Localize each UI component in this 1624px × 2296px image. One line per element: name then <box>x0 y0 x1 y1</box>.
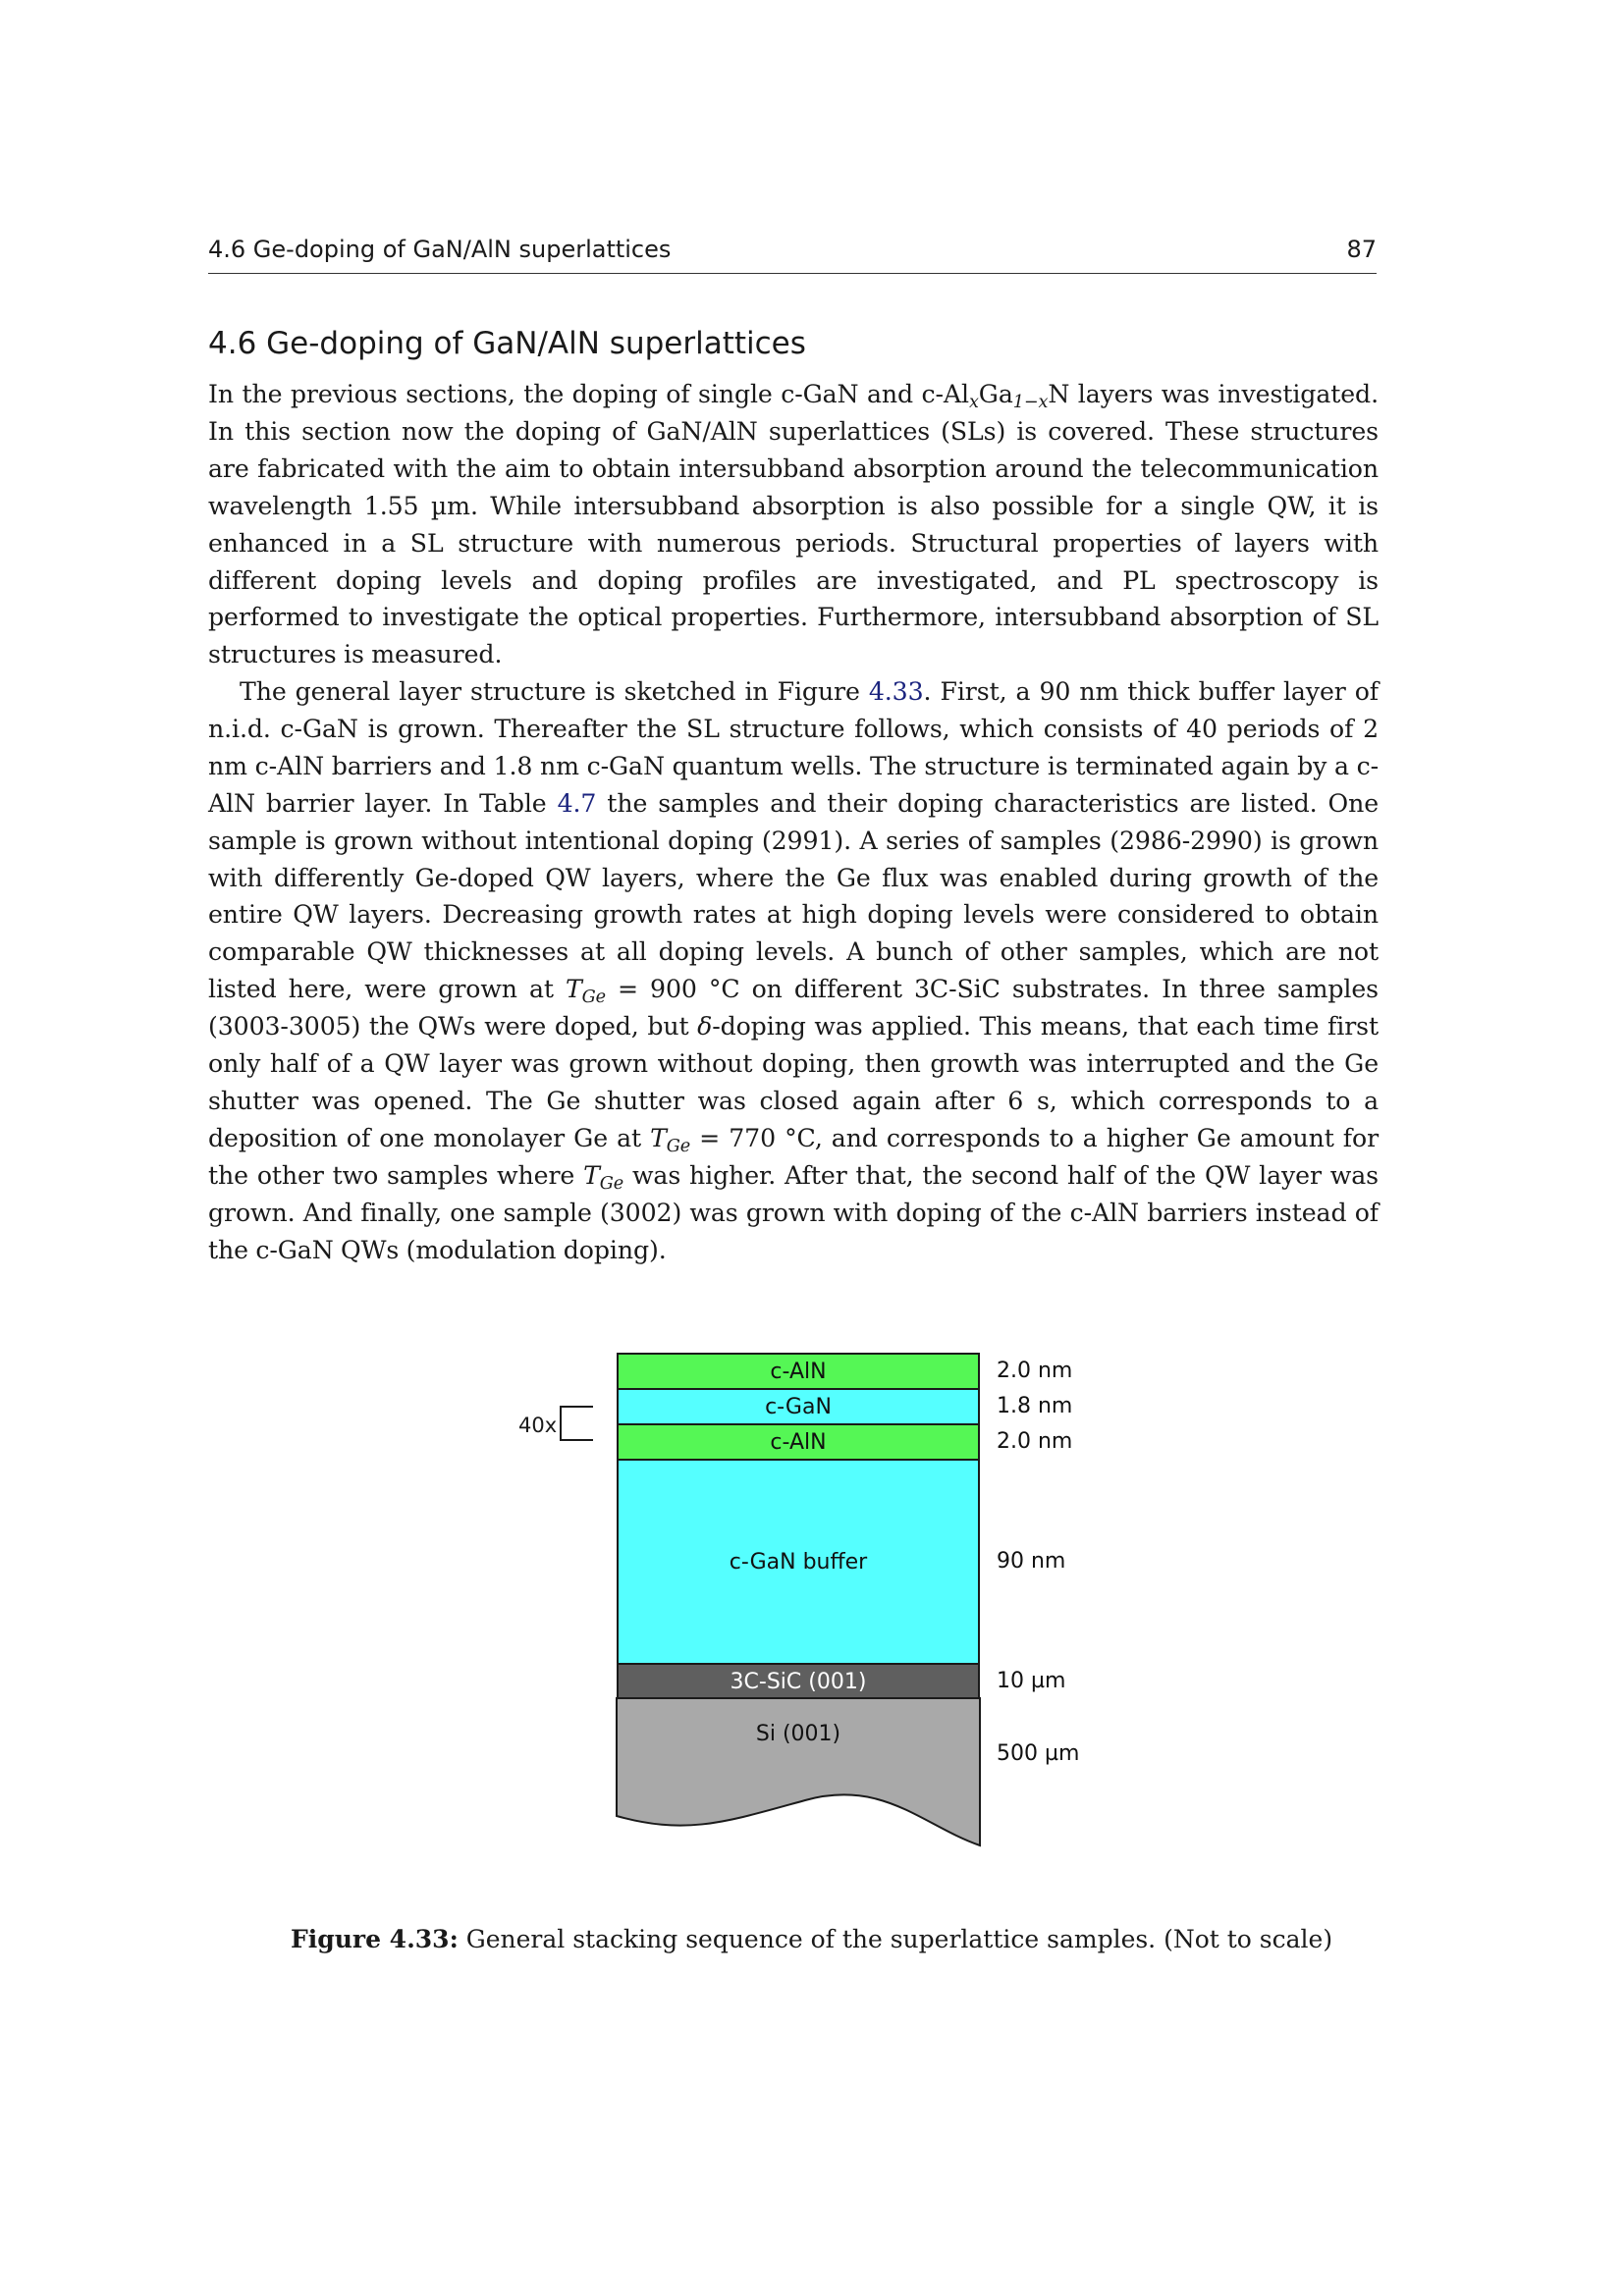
table-reference-link[interactable]: 4.7 <box>557 788 597 818</box>
paragraph-1: In the previous sections, the doping of single c-GaN and $c-Al_xGa_{1-x}N$ layers was investigated. In this section now the doping of GaN/AlN superlattices (SLs) is covered. These structures are fabricated with the aim to obtain intersubband absorption around the telecommunication wavelength 1.55 µm. While intersubband absorption is also possible for a single QW, it is enhanced in a SL structure with numerous periods. Structural properties of layers with different doping levels and doping profiles are investigated, and PL spectroscopy is performed to investigate the optical properties. Furthermore, intersubband absorption of SL structures is measured. <box>208 380 1379 669</box>
running-header-section: 4.6 Ge-doping of GaN/AlN superlattices <box>208 236 672 263</box>
layer-c-aln-bottom: c-AlN <box>617 1423 980 1461</box>
thickness-label: 2.0 nm <box>997 1359 1073 1383</box>
figure-caption-text: General stacking sequence of the superlattice samples. (Not to scale) <box>465 1925 1333 1953</box>
layer-si-label-area: Si (001) <box>755 1721 841 1746</box>
figure-caption <box>291 1925 1332 1953</box>
thickness-label: 10 µm <box>997 1669 1066 1693</box>
figure-caption-label: Figure 4.33: <box>291 1925 459 1953</box>
period-count-label: 40x <box>518 1414 558 1437</box>
figure-reference-link[interactable]: 4.33 <box>868 677 924 706</box>
layer-stack-diagram <box>491 1335 1119 1885</box>
page-number: 87 <box>1346 236 1377 263</box>
layer-3c-sic: 3C-SiC (001) <box>617 1663 980 1700</box>
thickness-label: 90 nm <box>997 1549 1066 1574</box>
thickness-label: 1.8 nm <box>997 1394 1073 1418</box>
running-header <box>208 232 1377 274</box>
layer-c-gan-well: c-GaN <box>617 1388 980 1425</box>
layer-c-aln-top: c-AlN <box>617 1353 980 1390</box>
thickness-label: 500 µm <box>997 1741 1080 1766</box>
layer-c-gan-buffer: c-GaN buffer <box>617 1459 980 1665</box>
paragraph-2: The general layer structure is sketched in Figure 4.33. First, a 90 nm thick buffer layer of n.i.d. c-GaN is grown. Thereafter the SL structure follows, which consists of 40 periods of 2 nm c-AlN barriers and 1.8 nm c-GaN quantum wells. The structure is terminated again by a c-AlN barrier layer. In Table 4.7 the samples and their doping characteristics are listed. One sample is grown without intentional doping (2991). A series of samples (2986-2990) is grown with differently Ge-doped QW layers, where the Ge flux was enabled during growth of the entire QW layers. Decreasing growth rates at high doping levels were considered to obtain comparable QW thicknesses at all doping levels. A bunch of other samples, which are not listed here, were grown at $T_{Ge} = 900$ °C on different 3C-SiC substrates. In three samples (3003-3005) the QWs were doped, but δ-doping was applied. This means, that each time first only half of a QW layer was grown without doping, then growth was interrupted and the Ge shutter was opened. The Ge shutter was closed again after 6 s, which corresponds to a deposition of one monolayer Ge at $T_{Ge} = 770$ °C, and corresponds to a higher Ge amount for the other two samples where $T_{Ge}$ was higher. After that, the second half of the QW layer was grown. And finally, one sample (3002) was grown with doping of the c-AlN barriers instead of the c-GaN QWs (modulation doping). <box>208 677 1380 1264</box>
section-title: 4.6 Ge-doping of GaN/AlN superlattices <box>208 326 806 361</box>
thickness-label: 2.0 nm <box>997 1429 1073 1454</box>
